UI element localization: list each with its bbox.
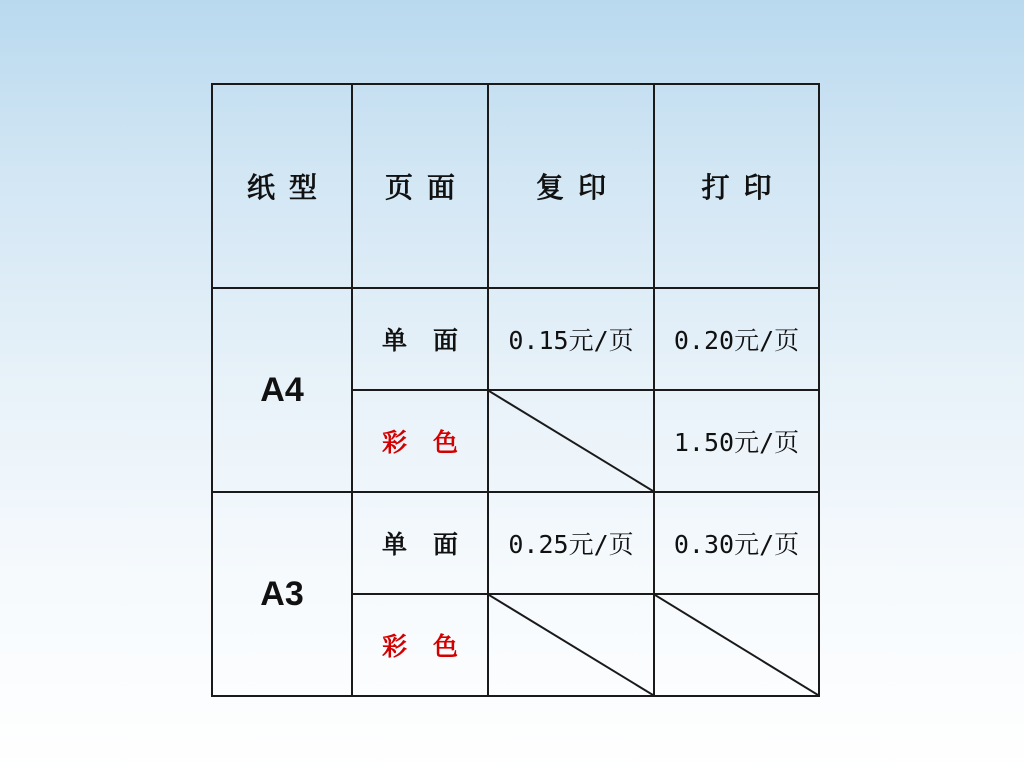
paper-a4-cell: A4: [212, 288, 352, 492]
a4-single-label: 单面: [352, 288, 488, 390]
a4-color-copy-na: [488, 390, 654, 492]
header-copy: 复印: [488, 84, 654, 288]
a4-single-copy-price: 0.15元/页: [488, 288, 654, 390]
header-row: [212, 84, 819, 288]
a3-color-print-na: [654, 594, 819, 696]
a3-single-label: 单面: [352, 492, 488, 594]
table-row: [212, 288, 819, 390]
paper-a3-cell: A3: [212, 492, 352, 696]
price-table: [211, 83, 820, 697]
header-paper-type: 纸型: [212, 84, 352, 288]
table-row: [212, 492, 819, 594]
a4-color-label: 彩色: [352, 390, 488, 492]
header-side: 页面: [352, 84, 488, 288]
a3-single-copy-price: 0.25元/页: [488, 492, 654, 594]
a4-color-print-price: 1.50元/页: [654, 390, 819, 492]
diagonal-slash-icon: [489, 391, 653, 491]
header-print: 打印: [654, 84, 819, 288]
a3-color-label: 彩色: [352, 594, 488, 696]
a3-single-print-price: 0.30元/页: [654, 492, 819, 594]
diagonal-slash-icon: [655, 595, 818, 695]
a4-single-print-price: 0.20元/页: [654, 288, 819, 390]
a3-color-copy-na: [488, 594, 654, 696]
diagonal-slash-icon: [489, 595, 653, 695]
